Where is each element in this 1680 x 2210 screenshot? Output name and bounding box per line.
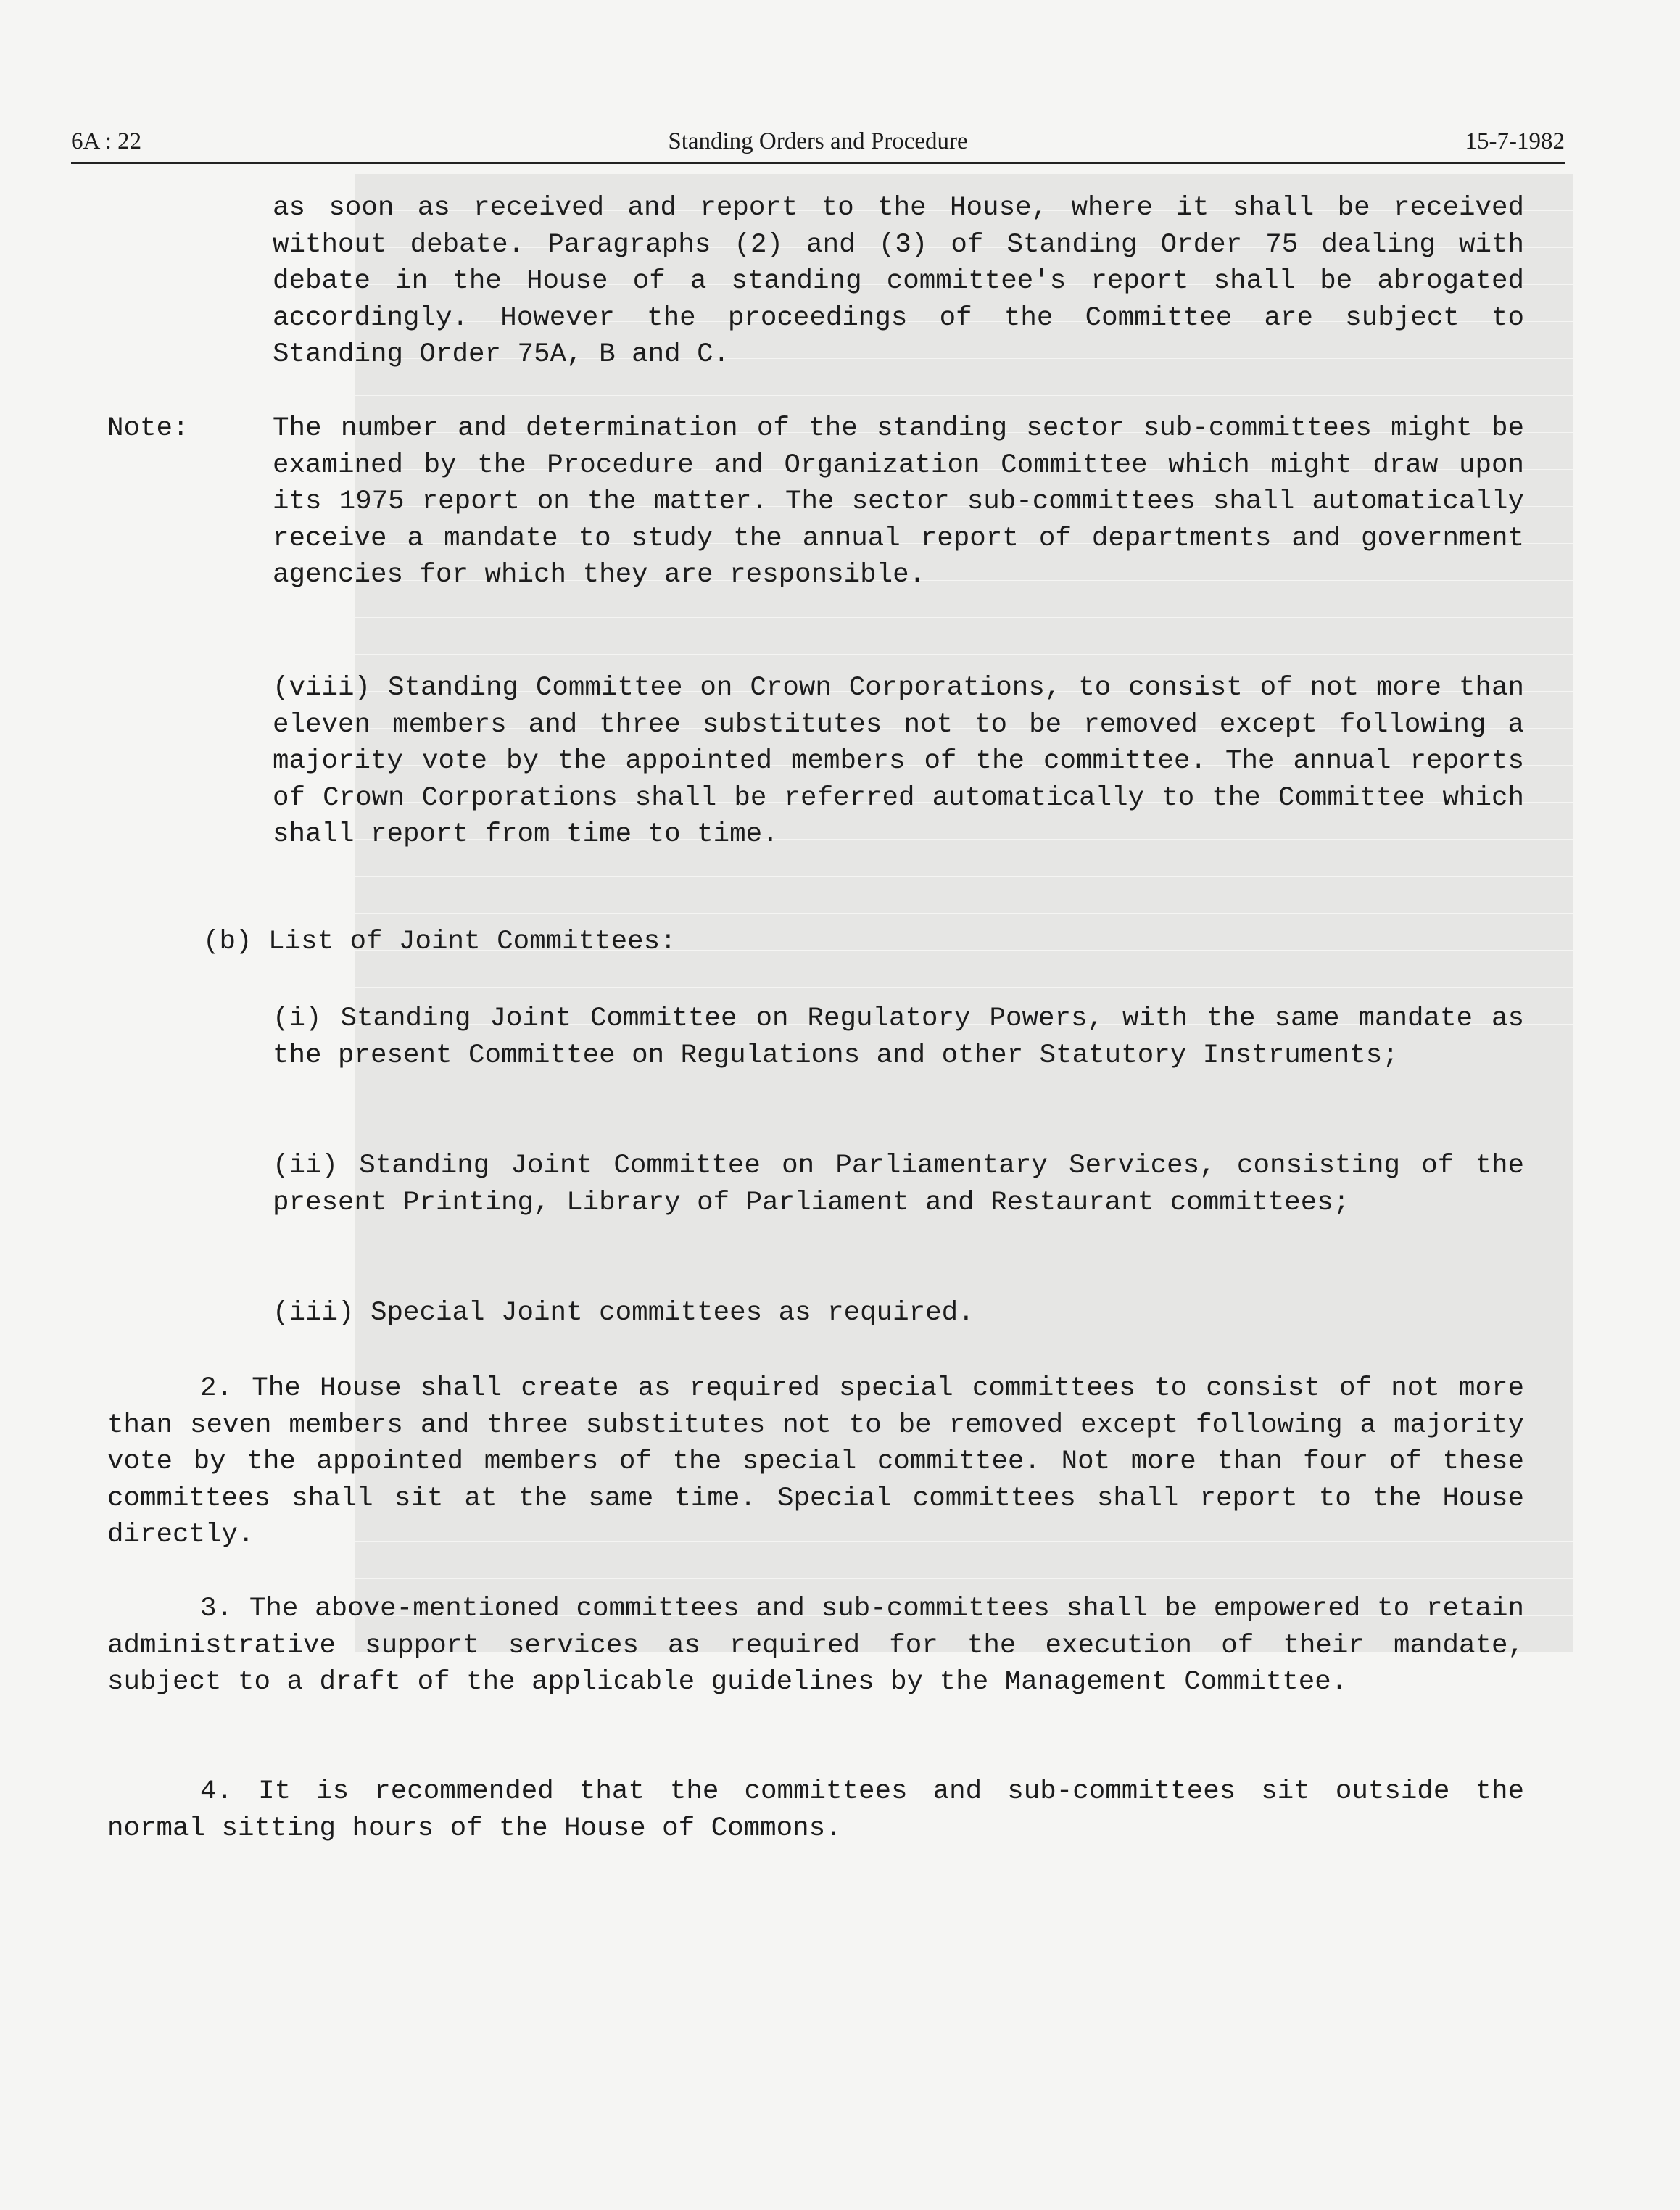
note-label: Note:: [107, 413, 189, 444]
page-header: [71, 122, 1565, 164]
joint-committees-heading: (b) List of Joint Committees:: [203, 927, 676, 957]
item-viii-paragraph: (viii) Standing Committee on Crown Corporations, to consist of not more than eleven members and three substitutes not to be removed except following a majority vote by the appointed members of the committee. The annual reports of Crown Corporations shall be referred automatically to the Committee which shall report from time to time.: [273, 673, 1524, 850]
paragraph-2: 2. The House shall create as required special committees to consist of not more than seven members and three substitutes not to be removed except following a majority vote by the appointed members of the special committee. Not more than four of these committees shall sit at the same time. Special committees shall report to the House directly.: [107, 1373, 1524, 1550]
note-paragraph: The number and determination of the standing sector sub-committees might be examined by the Procedure and Organization Committee which might draw upon its 1975 report on the matter. The sector sub-committees shall automatically receive a mandate to study the annual report of departments and government agencies for which they are responsible.: [273, 413, 1524, 590]
page-date: 15-7-1982: [1465, 128, 1565, 154]
continuation-paragraph: as soon as received and report to the House, where it shall be received without debate. Paragraphs (2) and (3) of Standing Order 75 dealing with debate in the House of a standing committee's report shall be abrogated accordingly. However the proceedings of the Committee are subject to Standing Order 75A, B and C.: [273, 193, 1524, 370]
page-number: 6A : 22: [71, 128, 142, 154]
running-title: Standing Orders and Procedure: [668, 128, 968, 154]
paragraph-4: 4. It is recommended that the committees and sub-committees sit outside the normal sitting hours of the House of Commons.: [107, 1776, 1524, 1844]
joint-item-i: (i) Standing Joint Committee on Regulatory Powers, with the same mandate as the present Committee on Regulations and other Statutory Instruments;: [273, 1003, 1524, 1071]
joint-item-ii: (ii) Standing Joint Committee on Parliamentary Services, consisting of the present Printing, Library of Parliament and Restaurant committees;: [273, 1151, 1524, 1218]
paragraph-3: 3. The above-mentioned committees and sub-committees shall be empowered to retain administrative support services as required for the execution of their mandate, subject to a draft of the applicable guidelines by the Management Committee.: [107, 1594, 1524, 1697]
joint-item-iii: (iii) Special Joint committees as required.: [273, 1298, 975, 1328]
